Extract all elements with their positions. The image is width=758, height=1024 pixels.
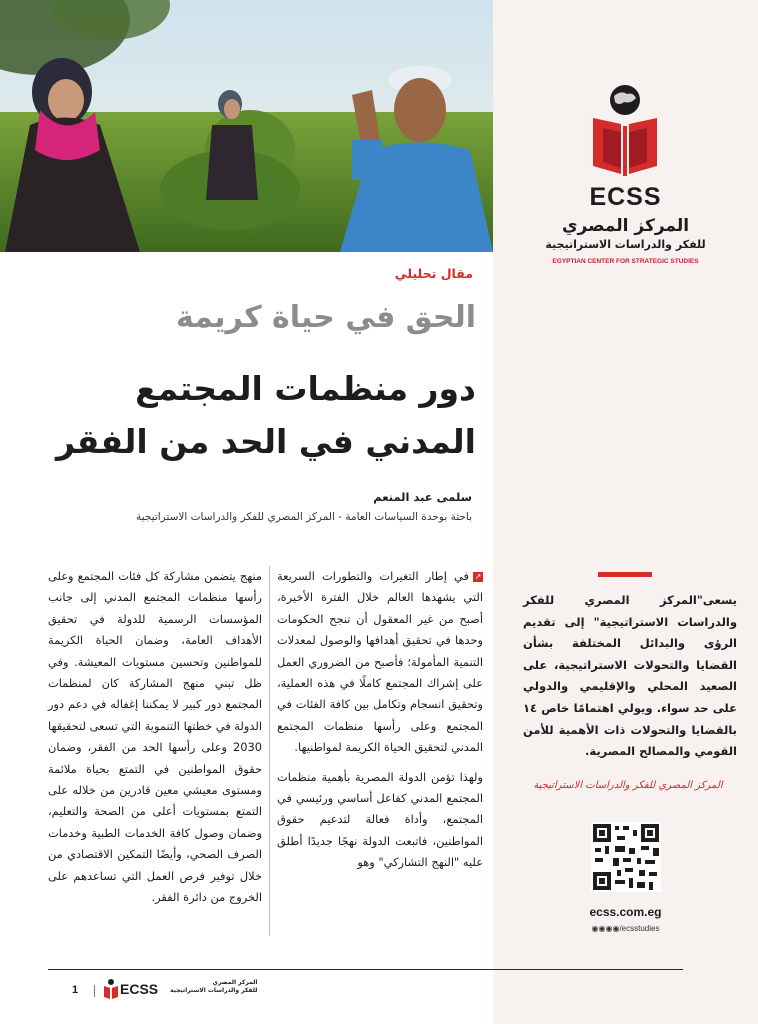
footer-rule bbox=[48, 969, 683, 970]
arrow-bullet-icon: ↗ bbox=[474, 571, 482, 581]
signature: المركز المصري للفكر والدراسات الاستراتيجية bbox=[533, 780, 723, 791]
footer-name-ar-line2: للفكر والدراسات الاستراتيجية bbox=[170, 987, 258, 994]
farmers-field-illustration bbox=[0, 0, 493, 252]
sidebar bbox=[493, 0, 758, 1024]
social-handle[interactable] bbox=[493, 924, 758, 933]
logo-emblem-icon bbox=[493, 78, 758, 188]
column-left bbox=[48, 566, 262, 917]
qr-code-icon[interactable] bbox=[591, 822, 661, 892]
paragraph-2: ولهذا تؤمن الدولة المصرية بأهمية منظمات المجتمع المدني كفاعل أساسي ورئيسي في المجتمع، وأداة فعالة لتدعيم حقوق المواطنين، فاتبعت الدولة نهجًا جديدًا أطلق عليه "النهج التشاركي" وهو bbox=[277, 769, 483, 870]
paragraph-1: في إطار التغيرات والتطورات السريعة التي يشهدها العالم خلال الفترة الأخيرة، أصبح من غير المعقول أن تنجح الحكومات وحدها في تحقيق أهدافها والوصول لمعدلات التنمية المأمولة؛ فأصبح من الضروري العمل على إشراك المجتمع كاملًا في هذه العملية، وتحقيق انسجام وتكامل بين كافة الفئات في المجتمع وعلى رأسها منظمات المجتمع المدني لتحقيق الحياة الكريمة لمواطنيها. bbox=[277, 569, 483, 755]
footer-separator bbox=[94, 985, 95, 997]
about-text: يسعى"المركز المصري للفكر والدراسات الاستراتيجية" إلى تقديم الرؤى والبدائل المختلفة بشأن القضايا والتحولات الاستراتيجية، على الصعيد المحلي والإقليمي والدولي على حد سواء. ويولي اهتمامًا خاص ١٤ بالقضايا والتحولات ذات الأهمية للأمن القومي والمصالح المصرية. bbox=[523, 593, 737, 759]
article-title: دور منظمات المجتمع المدني في الحد من الفقر bbox=[55, 369, 476, 461]
footer-name-ar-line1: المركز المصري bbox=[212, 979, 258, 986]
author-role: باحثة بوحدة السياسات العامة - المركز المصري للفكر والدراسات الاستراتيجية bbox=[136, 511, 472, 523]
page-number: 1 bbox=[72, 984, 79, 996]
hero-photo bbox=[0, 0, 493, 252]
article-kicker: مقال تحليلي bbox=[394, 266, 473, 281]
footer-acronym: ECSS bbox=[120, 981, 159, 997]
logo-name-en: EGYPTIAN CENTER FOR STRATEGIC STUDIES bbox=[552, 258, 699, 265]
footer-logo-emblem-icon bbox=[104, 978, 118, 1000]
social-handle-text: /ecsstudies bbox=[619, 924, 660, 933]
footer-logo bbox=[104, 977, 258, 1001]
footer-name-ar bbox=[170, 979, 257, 995]
paragraph-3: منهج يتضمن مشاركة كل فئات المجتمع وعلى رأسها منظمات المجتمع المدني إلى جانب المؤسسات الرسمية للدولة في تحقيق الأهداف العامة، وضمان الحياة الكريمة للمواطنين وتحسين مستويات المعيشة. وفي ظل تبني منهج المشاركة كان لمنظمات المجتمع دور كبير لا يمكننا إغفاله في دعم دور الدولة في خطتها التنموية التي تسعى لتحقيقها 2030 وعلى رأسها الحد من الفقر، وضمان حقوق المواطنين في التمتع بحياة ملائمة ومستوى معيشي معين قادرين من خلاله على التمتع بمستويات أعلى من الصحة والتعليم، وضمان وصول كافة الخدمات الطبية وخدمات الصرف الصحي، وأيضًا التمكين الاقتصادي من خلال توفير فرص العمل التي تساعدهم على الخروج من دائرة الفقر. bbox=[48, 569, 262, 905]
website-link[interactable]: ecss.com.eg bbox=[589, 905, 662, 919]
article-title-grey: الحق في حياة كريمة bbox=[175, 300, 476, 335]
accent-bar bbox=[598, 572, 652, 577]
ecss-logo bbox=[493, 78, 758, 278]
logo-acronym: ECSS bbox=[589, 183, 662, 211]
logo-subtitle-ar: للفكر والدراسات الاستراتيجية bbox=[545, 238, 706, 251]
logo-name-ar: المركز المصري bbox=[561, 216, 690, 236]
author-name: سلمى عبد المنعم bbox=[373, 490, 472, 504]
column-divider bbox=[269, 566, 270, 936]
social-icons: ◉◉◉◉ bbox=[591, 924, 620, 933]
column-right bbox=[277, 566, 483, 882]
